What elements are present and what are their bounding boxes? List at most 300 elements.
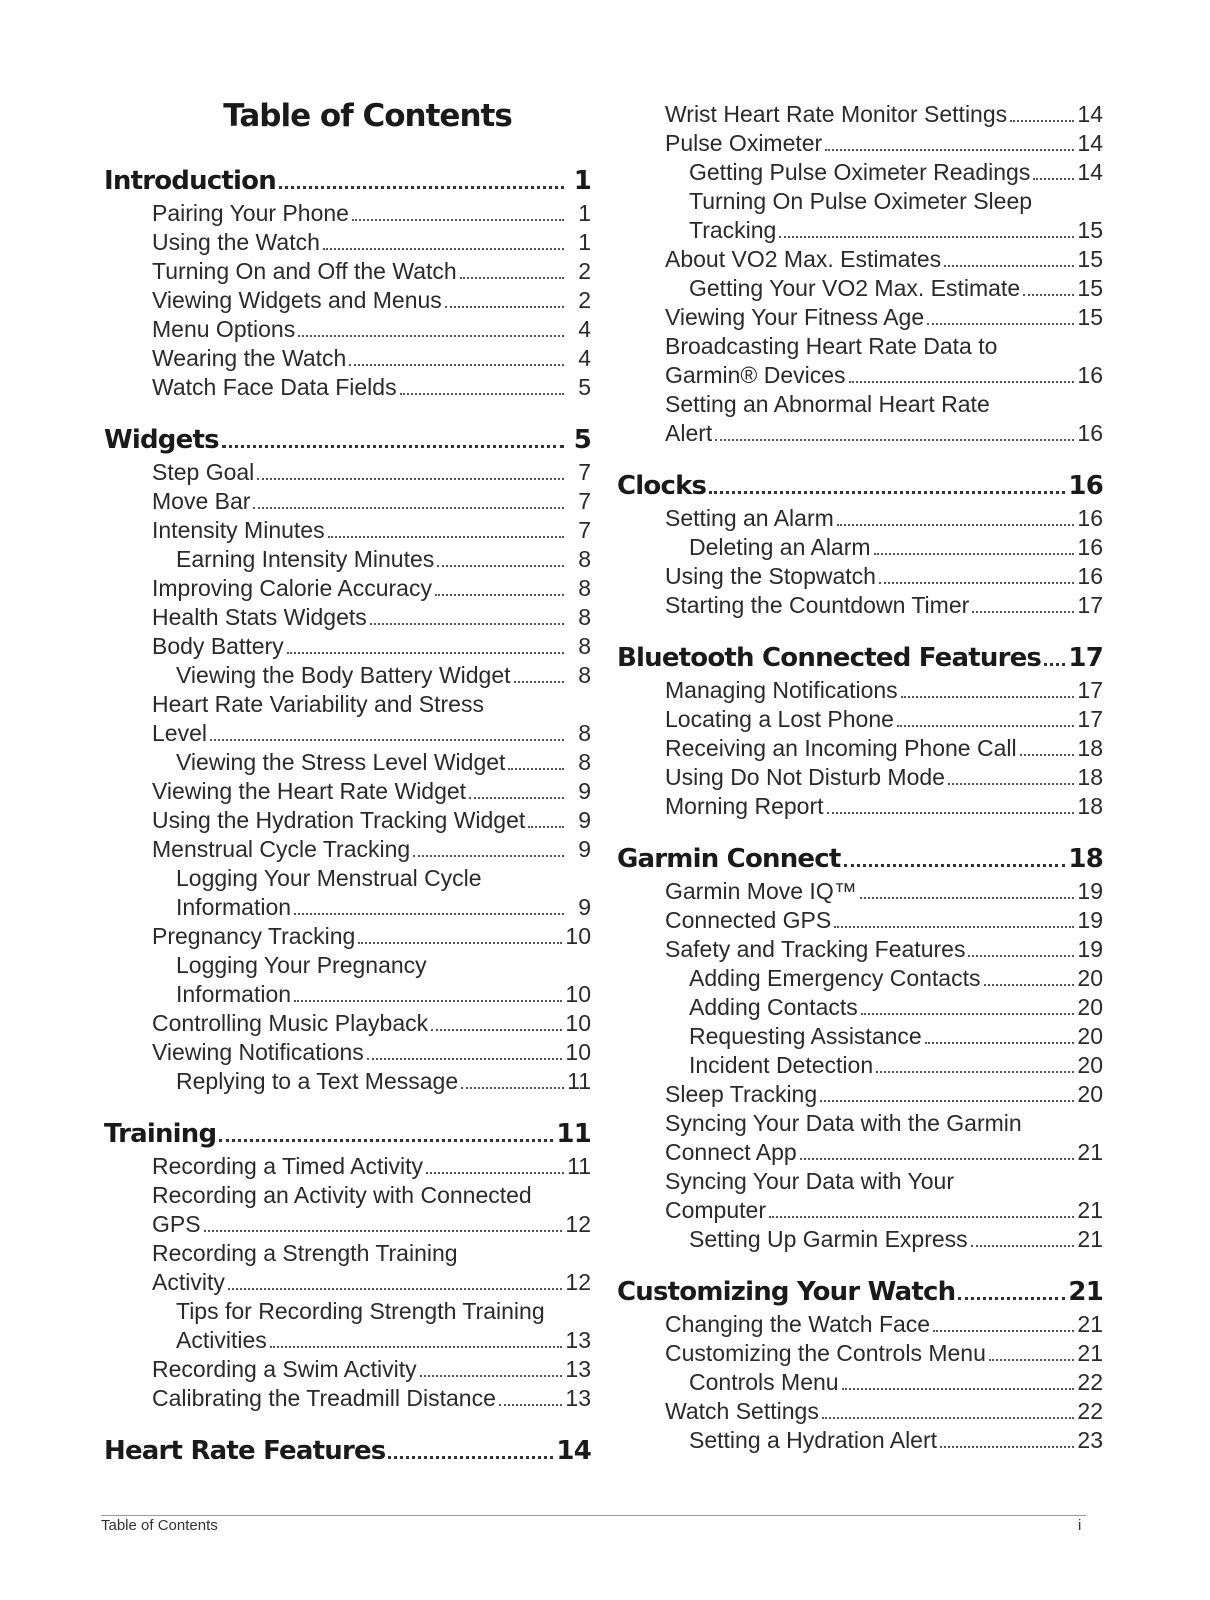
entry-page-number: 8 — [578, 662, 591, 688]
toc-entry-link[interactable] — [104, 516, 591, 545]
dot-leader — [257, 478, 564, 480]
entry-page-number: 16 — [1077, 505, 1103, 531]
entry-label: Move Bar — [152, 488, 251, 514]
entry-page-number: 13 — [565, 1327, 591, 1353]
section-heading-link[interactable] — [104, 423, 591, 457]
dot-leader — [204, 1230, 563, 1232]
footer-section-title: Table of Contents — [101, 1517, 218, 1534]
entry-page-number: 23 — [1077, 1427, 1103, 1453]
toc-entry-link[interactable] — [617, 964, 1103, 993]
section-heading-label: Clocks — [617, 471, 707, 501]
dot-leader — [972, 611, 1074, 613]
toc-entry-link[interactable] — [104, 748, 591, 777]
section-heading-link[interactable] — [617, 469, 1103, 503]
dot-leader — [968, 955, 1074, 957]
entry-page-number: 15 — [1077, 275, 1103, 301]
entry-continuation — [665, 1196, 1103, 1225]
entry-label-continued: Garmin® Devices — [665, 362, 846, 388]
dot-leader — [827, 812, 1075, 814]
toc-entry-link[interactable] — [104, 545, 591, 574]
toc-entry-link[interactable] — [617, 1051, 1103, 1080]
entry-page-number: 9 — [578, 807, 591, 833]
entry-label: Turning On and Off the Watch — [152, 258, 457, 284]
toc-entry-link[interactable] — [617, 390, 1103, 448]
dot-leader — [228, 1288, 563, 1290]
entry-page-number: 15 — [1077, 246, 1103, 272]
entry-page-number: 13 — [565, 1356, 591, 1382]
section-heading-link[interactable] — [617, 1275, 1103, 1309]
toc-entry-link[interactable] — [617, 303, 1103, 332]
dot-leader — [514, 681, 564, 683]
toc-entry-link[interactable] — [617, 1368, 1103, 1397]
entry-label-continued: Level — [152, 720, 207, 746]
toc-entry-link[interactable] — [617, 1109, 1103, 1167]
toc-entry-link[interactable] — [617, 245, 1103, 274]
dot-leader — [253, 507, 564, 509]
dot-leader — [927, 323, 1074, 325]
dot-leader — [445, 306, 564, 308]
entry-label: Pulse Oximeter — [665, 130, 823, 156]
toc-entry-link[interactable] — [104, 806, 591, 835]
entry-page-number: 19 — [1077, 936, 1103, 962]
entry-continuation — [152, 1210, 591, 1239]
entry-page-number: 16 — [1077, 563, 1103, 589]
entry-page-number: 4 — [578, 345, 591, 371]
dot-leader — [435, 594, 564, 596]
toc-entry-link[interactable] — [104, 257, 591, 286]
entry-label: Using the Hydration Tracking Widget — [152, 807, 526, 833]
toc-entry-link[interactable] — [104, 1067, 591, 1096]
entry-continuation — [176, 893, 591, 922]
entry-label: Replying to a Text Message — [176, 1068, 459, 1094]
entry-page-number: 10 — [565, 981, 591, 1007]
page-title: Table of Contents — [223, 98, 512, 134]
dot-leader — [825, 149, 1074, 151]
entry-label: Customizing the Controls Menu — [665, 1340, 986, 1366]
toc-entry-link[interactable] — [617, 935, 1103, 964]
dot-leader — [834, 926, 1074, 928]
entry-page-number: 21 — [1077, 1226, 1103, 1252]
entry-label: Receiving an Incoming Phone Call — [665, 735, 1017, 761]
entry-label: Setting a Hydration Alert — [689, 1427, 938, 1453]
toc-entry-link[interactable] — [104, 835, 591, 864]
entry-label: Pregnancy Tracking — [152, 923, 356, 949]
entry-label: Incident Detection — [689, 1052, 874, 1078]
toc-entry-link[interactable] — [104, 228, 591, 257]
entry-page-number: 7 — [578, 488, 591, 514]
dot-leader — [352, 219, 564, 221]
toc-entry-link[interactable] — [617, 274, 1103, 303]
entry-label: Viewing the Body Battery Widget — [176, 662, 511, 688]
toc-entry-link[interactable] — [104, 1239, 591, 1297]
section-heading-link[interactable] — [104, 1434, 591, 1468]
dot-leader — [370, 623, 564, 625]
entry-label: Earning Intensity Minutes — [176, 546, 435, 572]
entry-label: Using the Watch — [152, 229, 320, 255]
entry-label: Recording a Strength Training — [152, 1240, 458, 1266]
toc-left-column — [104, 98, 591, 1489]
dot-leader — [279, 186, 564, 189]
toc-entry-link[interactable] — [617, 676, 1103, 705]
entry-label: Deleting an Alarm — [689, 534, 871, 560]
toc-entry-link[interactable] — [104, 864, 591, 922]
toc-entry-link[interactable] — [617, 158, 1103, 187]
entry-page-number: 16 — [1077, 362, 1103, 388]
entry-page-number: 21 — [1077, 1139, 1103, 1165]
toc-section — [104, 164, 591, 402]
dot-leader — [294, 1000, 562, 1002]
entry-page-number: 17 — [1077, 592, 1103, 618]
dot-leader — [270, 1346, 563, 1348]
toc-entry-link[interactable] — [617, 100, 1103, 129]
entry-label: Viewing Widgets and Menus — [152, 287, 442, 313]
section-page-number: 11 — [556, 1119, 591, 1149]
entry-page-number: 18 — [1077, 735, 1103, 761]
entry-label-continued: Connect App — [665, 1139, 797, 1165]
entry-label: Viewing Your Fitness Age — [665, 304, 925, 330]
section-page-number: 14 — [556, 1436, 591, 1466]
section-heading-label: Customizing Your Watch — [617, 1277, 956, 1307]
toc-entry-link[interactable] — [617, 705, 1103, 734]
dot-leader — [323, 248, 564, 250]
entry-label: Morning Report — [665, 793, 824, 819]
section-heading-link[interactable] — [617, 641, 1103, 675]
toc-entry-link[interactable] — [617, 906, 1103, 935]
entry-label: Locating a Lost Phone — [665, 706, 894, 732]
entry-label: Step Goal — [152, 459, 255, 485]
dot-leader — [426, 1172, 564, 1174]
dot-leader — [860, 897, 1075, 899]
section-page-number: 16 — [1068, 471, 1103, 501]
entry-continuation — [689, 216, 1103, 245]
toc-entry-link[interactable] — [104, 1181, 591, 1239]
entry-page-number: 9 — [578, 836, 591, 862]
dot-leader — [944, 265, 1074, 267]
dot-leader — [499, 1404, 563, 1406]
entry-label: Recording a Swim Activity — [152, 1356, 417, 1382]
entry-page-number: 21 — [1077, 1340, 1103, 1366]
dot-leader — [1010, 120, 1074, 122]
entry-label: Starting the Countdown Timer — [665, 592, 970, 618]
dot-leader — [222, 445, 564, 448]
entry-page-number: 20 — [1077, 1081, 1103, 1107]
toc-entry-link[interactable] — [617, 792, 1103, 821]
entry-page-number: 7 — [578, 459, 591, 485]
toc-entry-link[interactable] — [104, 1355, 591, 1384]
section-page-number: 5 — [573, 425, 591, 455]
toc-section — [617, 469, 1103, 620]
entry-page-number: 12 — [565, 1269, 591, 1295]
section-heading-label: Garmin Connect — [617, 844, 841, 874]
dot-leader — [958, 1297, 1065, 1300]
dot-leader — [287, 652, 564, 654]
entry-label-continued: Activity — [152, 1269, 225, 1295]
toc-entry-link[interactable] — [104, 574, 591, 603]
toc-entry-link[interactable] — [104, 603, 591, 632]
entry-page-number: 14 — [1077, 101, 1103, 127]
left-sections — [104, 164, 591, 1468]
entry-label-continued: GPS — [152, 1211, 201, 1237]
entry-page-number: 8 — [578, 575, 591, 601]
entry-page-number: 1 — [578, 200, 591, 226]
dot-leader — [897, 725, 1075, 727]
dot-leader — [437, 565, 564, 567]
dot-leader — [837, 524, 1075, 526]
dot-leader — [328, 536, 564, 538]
entry-page-number: 20 — [1077, 965, 1103, 991]
section-heading-link[interactable] — [104, 164, 591, 198]
entry-page-number: 11 — [567, 1068, 591, 1094]
entry-label: Recording a Timed Activity — [152, 1153, 424, 1179]
entry-label: Menu Options — [152, 316, 296, 342]
toc-entry-link[interactable] — [617, 1022, 1103, 1051]
entry-label: Adding Contacts — [689, 994, 858, 1020]
entry-page-number: 21 — [1077, 1311, 1103, 1337]
entry-label: Recording an Activity with Connected — [152, 1182, 532, 1208]
toc-entry-link[interactable] — [617, 504, 1103, 533]
toc-entry-link[interactable] — [617, 1426, 1103, 1455]
dot-leader — [709, 491, 1065, 494]
section-heading-label: Training — [104, 1119, 217, 1149]
entry-label: Wearing the Watch — [152, 345, 347, 371]
toc-entry-link[interactable] — [617, 332, 1103, 390]
entry-label: Setting an Alarm — [665, 505, 834, 531]
section-page-number: 18 — [1068, 844, 1103, 874]
entry-label: Turning On Pulse Oximeter Sleep — [689, 188, 1033, 214]
entry-page-number: 8 — [578, 604, 591, 630]
dot-leader — [971, 1245, 1075, 1247]
entry-label-continued: Activities — [176, 1327, 267, 1353]
dot-leader — [298, 335, 564, 337]
entry-page-number: 9 — [578, 894, 591, 920]
dot-leader — [989, 1359, 1075, 1361]
dot-leader — [294, 913, 564, 915]
entry-label: Viewing Notifications — [152, 1039, 364, 1065]
dot-leader — [400, 393, 564, 395]
toc-entry-link[interactable] — [104, 487, 591, 516]
entry-label: Requesting Assistance — [689, 1023, 922, 1049]
entry-label: Broadcasting Heart Rate Data to — [665, 333, 998, 359]
dot-leader — [1020, 754, 1075, 756]
entry-page-number: 20 — [1077, 1052, 1103, 1078]
entry-page-number: 10 — [565, 1010, 591, 1036]
dot-leader — [948, 783, 1074, 785]
dot-leader — [388, 1456, 553, 1459]
dot-leader — [528, 826, 564, 828]
entry-label: Setting Up Garmin Express — [689, 1226, 968, 1252]
entry-label-continued: Alert — [665, 420, 713, 446]
toc-entry-link[interactable] — [617, 533, 1103, 562]
dot-leader — [219, 1139, 553, 1142]
right-sections — [617, 100, 1103, 1455]
dot-leader — [460, 277, 564, 279]
entry-continuation — [176, 1326, 591, 1355]
toc-entry-link[interactable] — [104, 286, 591, 315]
entry-label: Safety and Tracking Features — [665, 936, 966, 962]
entry-page-number: 14 — [1077, 130, 1103, 156]
dot-leader — [779, 236, 1074, 238]
toc-entry-link[interactable] — [617, 993, 1103, 1022]
dot-leader — [984, 984, 1075, 986]
section-heading-label: Heart Rate Features — [104, 1436, 386, 1466]
entry-label: Setting an Abnormal Heart Rate — [665, 391, 990, 417]
entry-page-number: 20 — [1077, 994, 1103, 1020]
entry-label: Syncing Your Data with Your — [665, 1168, 954, 1194]
entry-page-number: 20 — [1077, 1023, 1103, 1049]
entry-page-number: 11 — [567, 1153, 591, 1179]
entry-page-number: 10 — [565, 1039, 591, 1065]
entry-label: Using Do Not Disturb Mode — [665, 764, 945, 790]
dot-leader — [933, 1330, 1074, 1332]
toc-entry-link[interactable] — [104, 777, 591, 806]
toc-entry-link[interactable] — [104, 632, 591, 661]
section-page-number: 17 — [1068, 643, 1103, 673]
dot-leader — [876, 1071, 1074, 1073]
entry-label: Body Battery — [152, 633, 284, 659]
toc-entry-link[interactable] — [617, 562, 1103, 591]
dot-leader — [469, 797, 564, 799]
toc-entry-link[interactable] — [104, 458, 591, 487]
entry-page-number: 8 — [578, 633, 591, 659]
section-heading-link[interactable] — [104, 1117, 591, 1151]
entry-label: Connected GPS — [665, 907, 832, 933]
dot-leader — [1044, 663, 1065, 666]
dot-leader — [431, 1029, 562, 1031]
toc-section — [617, 1275, 1103, 1455]
entry-label-continued: Tracking — [689, 217, 777, 243]
entry-continuation — [665, 1138, 1103, 1167]
toc-entry-link[interactable] — [104, 1152, 591, 1181]
entry-page-number: 13 — [565, 1385, 591, 1411]
entry-page-number: 12 — [565, 1211, 591, 1237]
entry-label-continued: Information — [176, 894, 292, 920]
toc-entry-link[interactable] — [617, 734, 1103, 763]
entry-label: About VO2 Max. Estimates — [665, 246, 942, 272]
toc-entry-link[interactable] — [617, 1310, 1103, 1339]
entry-label: Pairing Your Phone — [152, 200, 349, 226]
toc-entry-link[interactable] — [617, 1225, 1103, 1254]
dot-leader — [844, 864, 1066, 867]
dot-leader — [822, 1417, 1075, 1419]
entry-page-number: 15 — [1077, 217, 1103, 243]
entry-page-number: 19 — [1077, 878, 1103, 904]
toc-entry-link[interactable] — [104, 199, 591, 228]
toc-section — [104, 1434, 591, 1468]
entry-page-number: 17 — [1077, 677, 1103, 703]
section-heading-label: Introduction — [104, 166, 276, 196]
entry-continuation — [152, 719, 591, 748]
dot-leader — [879, 582, 1074, 584]
toc-section — [617, 641, 1103, 821]
dot-leader — [842, 1388, 1075, 1390]
dot-leader — [367, 1058, 563, 1060]
toc-entry-link[interactable] — [104, 661, 591, 690]
dot-leader — [508, 768, 564, 770]
entry-page-number: 8 — [578, 546, 591, 572]
dot-leader — [874, 553, 1075, 555]
entry-page-number: 18 — [1077, 793, 1103, 819]
dot-leader — [861, 1013, 1075, 1015]
toc-entry-link[interactable] — [617, 877, 1103, 906]
dot-leader — [940, 1446, 1074, 1448]
entry-label: Wrist Heart Rate Monitor Settings — [665, 101, 1008, 127]
dot-leader — [769, 1216, 1074, 1218]
toc-entry-link[interactable] — [104, 315, 591, 344]
entry-label: Sleep Tracking — [665, 1081, 818, 1107]
dot-leader — [849, 381, 1075, 383]
toc-entry-link[interactable] — [617, 591, 1103, 620]
entry-label: Managing Notifications — [665, 677, 898, 703]
toc-entry-link[interactable] — [104, 922, 591, 951]
section-page-number: 21 — [1068, 1277, 1103, 1307]
toc-entry-link[interactable] — [617, 129, 1103, 158]
entry-page-number: 9 — [578, 778, 591, 804]
section-heading-link[interactable] — [617, 842, 1103, 876]
entry-page-number: 19 — [1077, 907, 1103, 933]
toc-entry-link[interactable] — [104, 690, 591, 748]
toc-entry-link[interactable] — [104, 951, 591, 1009]
toc-entry-link[interactable] — [617, 1339, 1103, 1368]
entry-label: Watch Face Data Fields — [152, 374, 397, 400]
toc-entry-link[interactable] — [104, 1038, 591, 1067]
toc-entry-link[interactable] — [617, 1167, 1103, 1225]
dot-leader — [420, 1375, 563, 1377]
section-heading-label: Bluetooth Connected Features — [617, 643, 1042, 673]
entry-page-number: 2 — [578, 258, 591, 284]
entry-page-number: 16 — [1077, 420, 1103, 446]
entry-label: Using the Stopwatch — [665, 563, 876, 589]
entry-label: Getting Your VO2 Max. Estimate — [689, 275, 1021, 301]
section-page-number: 1 — [573, 166, 591, 196]
entry-page-number: 8 — [578, 720, 591, 746]
toc-section — [617, 842, 1103, 1254]
toc-entry-link[interactable] — [617, 187, 1103, 245]
entry-label: Logging Your Pregnancy — [176, 952, 427, 978]
footer-divider — [101, 1515, 1086, 1516]
dot-leader — [800, 1158, 1075, 1160]
entry-page-number: 15 — [1077, 304, 1103, 330]
toc-entry-link[interactable] — [104, 344, 591, 373]
entry-page-number: 21 — [1077, 1197, 1103, 1223]
toc-section — [617, 100, 1103, 448]
entry-page-number: 17 — [1077, 706, 1103, 732]
dot-leader — [461, 1087, 564, 1089]
entry-label: Tips for Recording Strength Training — [176, 1298, 545, 1324]
toc-section — [104, 423, 591, 1096]
entry-label: Getting Pulse Oximeter Readings — [689, 159, 1031, 185]
toc-entry-link[interactable] — [104, 373, 591, 402]
toc-entry-link[interactable] — [617, 1397, 1103, 1426]
entry-page-number: 22 — [1077, 1369, 1103, 1395]
entry-label: Health Stats Widgets — [152, 604, 367, 630]
toc-entry-link[interactable] — [104, 1297, 591, 1355]
entry-label: Logging Your Menstrual Cycle — [176, 865, 482, 891]
dot-leader — [925, 1042, 1075, 1044]
entry-label: Changing the Watch Face — [665, 1311, 931, 1337]
entry-label: Controls Menu — [689, 1369, 839, 1395]
entry-page-number: 16 — [1077, 534, 1103, 560]
dot-leader — [901, 696, 1075, 698]
entry-page-number: 7 — [578, 517, 591, 543]
entry-page-number: 2 — [578, 287, 591, 313]
toc-entry-link[interactable] — [617, 1080, 1103, 1109]
entry-label: Heart Rate Variability and Stress — [152, 691, 484, 717]
toc-entry-link[interactable] — [104, 1384, 591, 1413]
toc-entry-link[interactable] — [104, 1009, 591, 1038]
entry-page-number: 5 — [578, 374, 591, 400]
toc-entry-link[interactable] — [617, 763, 1103, 792]
entry-label: Controlling Music Playback — [152, 1010, 429, 1036]
